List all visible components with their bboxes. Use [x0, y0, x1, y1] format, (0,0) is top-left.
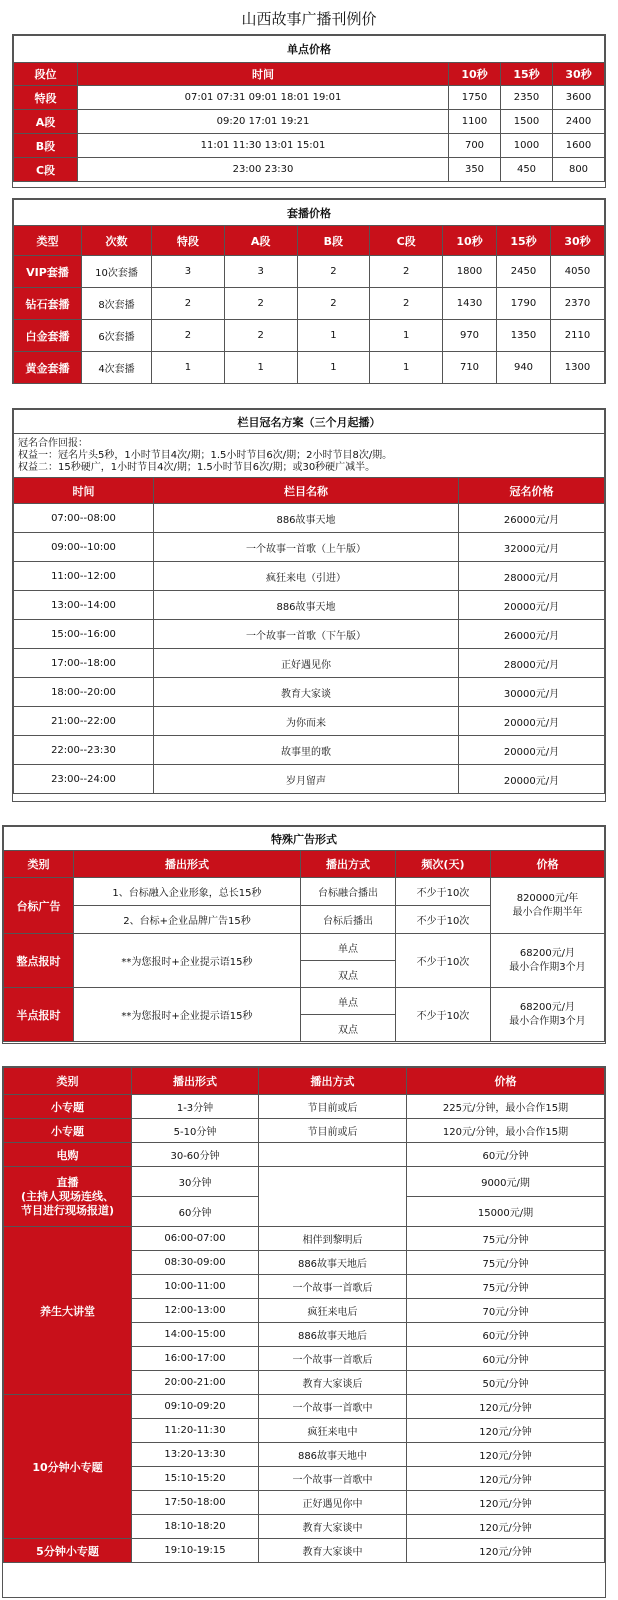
col-header: 10秒	[449, 63, 501, 86]
broadcast-form: 1、台标融入企业形象，总长15秒	[74, 878, 301, 906]
table-row	[14, 320, 605, 352]
price-15s: 1500	[501, 110, 553, 134]
broadcast-method: 886故事天地后	[259, 1323, 407, 1347]
table-row	[14, 86, 605, 110]
price-value: 820000元/年	[516, 892, 579, 904]
note-line: 权益二：15秒硬广，1小时节目4次/期；1.5小时节目6次/期；或30秒硬广减半。	[18, 461, 376, 473]
col-header: 冠名价格	[459, 478, 605, 504]
broadcast-method	[259, 1143, 407, 1167]
count-b: 2	[297, 288, 370, 320]
count-c: 2	[370, 256, 443, 288]
table-row	[14, 649, 605, 678]
tier-label: 特段	[14, 86, 78, 110]
broadcast-form: **为您报时+企业提示语15秒	[74, 934, 301, 988]
broadcast-method: 节目前或后	[259, 1119, 407, 1143]
time-list: 07:01 07:31 09:01 18:01 19:01	[78, 86, 449, 110]
program-name: 正好遇见你	[154, 649, 459, 678]
package-count: 6次套播	[82, 320, 152, 352]
price-15s: 1350	[497, 320, 551, 352]
naming-price: 26000元/月	[459, 504, 605, 533]
table-row	[4, 1395, 605, 1419]
col-header: 15秒	[497, 226, 551, 256]
col-header: 15秒	[501, 63, 553, 86]
table-row	[14, 134, 605, 158]
col-header: 栏目名称	[154, 478, 459, 504]
program-name: 一个故事一首歌（上午版）	[154, 533, 459, 562]
col-header: 段位	[14, 63, 78, 86]
broadcast-method: 正好遇见你中	[259, 1491, 407, 1515]
broadcast-form: **为您报时+企业提示语15秒	[74, 988, 301, 1042]
slot-time: 07:00--08:00	[14, 504, 154, 533]
price-value: 60元/分钟	[407, 1347, 605, 1371]
package-price-table	[13, 199, 605, 384]
table-row	[4, 1095, 605, 1119]
price-value: 120元/分钟	[407, 1467, 605, 1491]
naming-price: 32000元/月	[459, 533, 605, 562]
broadcast-method: 一个故事一首歌中	[259, 1395, 407, 1419]
col-header: C段	[370, 226, 443, 256]
price-value: 120元/分钟，最小合作15期	[407, 1119, 605, 1143]
broadcast-method: 单点	[300, 934, 395, 961]
price-15s: 2450	[497, 256, 551, 288]
price-30s: 2400	[553, 110, 605, 134]
naming-section	[12, 408, 606, 802]
price-note: 最小合作期3个月	[509, 1015, 586, 1027]
program-name: 故事里的歌	[154, 736, 459, 765]
col-header: 类别	[4, 1068, 132, 1095]
slot-time: 08:30-09:00	[132, 1251, 259, 1275]
price-value: 75元/分钟	[407, 1275, 605, 1299]
single-price-section	[12, 34, 606, 188]
slot-time: 18:00--20:00	[14, 678, 154, 707]
category-label: 直播 (主持人现场连线、 节目进行现场报道)	[4, 1167, 132, 1227]
program-name: 886故事天地	[154, 591, 459, 620]
price-10s: 1430	[443, 288, 497, 320]
count-c: 1	[370, 320, 443, 352]
price-value: 120元/分钟	[407, 1491, 605, 1515]
slot-time: 11:20-11:30	[132, 1419, 259, 1443]
slot-time: 14:00-15:00	[132, 1323, 259, 1347]
count-a: 2	[224, 320, 297, 352]
broadcast-method: 886故事天地后	[259, 1251, 407, 1275]
table-row	[14, 678, 605, 707]
count-special: 1	[152, 352, 225, 384]
price-10s: 350	[449, 158, 501, 182]
broadcast-method: 单点	[300, 988, 395, 1015]
tier-label: B段	[14, 134, 78, 158]
count-b: 1	[297, 352, 370, 384]
col-header: 特段	[152, 226, 225, 256]
price-value: 60元/分钟	[407, 1323, 605, 1347]
package-count: 4次套播	[82, 352, 152, 384]
broadcast-method: 教育大家谈后	[259, 1371, 407, 1395]
col-header: 价格	[407, 1068, 605, 1095]
table-row	[14, 562, 605, 591]
broadcast-method: 台标后播出	[300, 906, 395, 934]
broadcast-form: 60分钟	[132, 1197, 259, 1227]
slot-time: 20:00-21:00	[132, 1371, 259, 1395]
table-row	[4, 1167, 605, 1197]
broadcast-form: 30分钟	[132, 1167, 259, 1197]
table-row	[14, 533, 605, 562]
price-value: 120元/分钟	[407, 1443, 605, 1467]
slot-time: 19:10-19:15	[132, 1539, 259, 1563]
price-cell	[490, 988, 604, 1042]
slot-time: 13:20-13:30	[132, 1443, 259, 1467]
category-label: 养生大讲堂	[4, 1227, 132, 1395]
price-note: 最小合作期半年	[512, 906, 583, 918]
price-value: 68200元/月	[519, 947, 576, 959]
package-price-heading: 套播价格	[14, 200, 605, 226]
count-a: 1	[224, 352, 297, 384]
naming-table	[13, 409, 605, 794]
package-price-section	[12, 198, 606, 384]
note-line: 冠名合作回报：	[18, 437, 88, 449]
topic-price-table	[3, 1067, 605, 1563]
col-header: 30秒	[551, 226, 605, 256]
tier-label: C段	[14, 158, 78, 182]
price-value: 75元/分钟	[407, 1251, 605, 1275]
slot-time: 13:00--14:00	[14, 591, 154, 620]
table-row	[14, 110, 605, 134]
table-row	[14, 736, 605, 765]
broadcast-method: 台标融合播出	[300, 878, 395, 906]
col-header: A段	[224, 226, 297, 256]
topic-price-section	[2, 1066, 606, 1598]
naming-price: 20000元/月	[459, 765, 605, 794]
broadcast-method: 疯狂来电中	[259, 1419, 407, 1443]
single-price-table	[13, 35, 605, 182]
time-list: 09:20 17:01 19:21	[78, 110, 449, 134]
broadcast-form: 5-10分钟	[132, 1119, 259, 1143]
naming-price: 20000元/月	[459, 591, 605, 620]
col-header: 时间	[78, 63, 449, 86]
table-row	[4, 1119, 605, 1143]
price-note: 最小合作期3个月	[509, 961, 586, 973]
table-row	[14, 352, 605, 384]
page-title: 山西故事广播刊例价	[241, 10, 377, 28]
price-15s: 450	[501, 158, 553, 182]
price-value: 120元/分钟	[407, 1419, 605, 1443]
frequency: 不少于10次	[395, 878, 490, 906]
price-value: 50元/分钟	[407, 1371, 605, 1395]
col-header: 播出形式	[132, 1068, 259, 1095]
slot-time: 10:00-11:00	[132, 1275, 259, 1299]
slot-time: 18:10-18:20	[132, 1515, 259, 1539]
price-value: 70元/分钟	[407, 1299, 605, 1323]
table-row	[4, 1143, 605, 1167]
naming-price: 20000元/月	[459, 736, 605, 765]
count-c: 1	[370, 352, 443, 384]
naming-price: 28000元/月	[459, 562, 605, 591]
slot-time: 15:10-15:20	[132, 1467, 259, 1491]
price-30s: 1600	[553, 134, 605, 158]
category-label: 台标广告	[4, 878, 74, 934]
category-label: 5分钟小专题	[4, 1539, 132, 1563]
price-10s: 1750	[449, 86, 501, 110]
col-header: 播出方式	[259, 1068, 407, 1095]
slot-time: 23:00--24:00	[14, 765, 154, 794]
count-special: 2	[152, 288, 225, 320]
package-count: 8次套播	[82, 288, 152, 320]
naming-price: 28000元/月	[459, 649, 605, 678]
count-a: 2	[224, 288, 297, 320]
table-row	[14, 256, 605, 288]
broadcast-method: 节目前或后	[259, 1095, 407, 1119]
time-list: 11:01 11:30 13:01 15:01	[78, 134, 449, 158]
naming-price: 20000元/月	[459, 707, 605, 736]
price-30s: 800	[553, 158, 605, 182]
col-header: 频次(天)	[395, 851, 490, 878]
broadcast-method: 双点	[300, 1015, 395, 1042]
frequency: 不少于10次	[395, 906, 490, 934]
broadcast-form: 30-60分钟	[132, 1143, 259, 1167]
col-header: 播出方式	[300, 851, 395, 878]
program-name: 一个故事一首歌（下午版）	[154, 620, 459, 649]
naming-notes	[14, 434, 605, 478]
price-30s: 1300	[551, 352, 605, 384]
broadcast-method: 教育大家谈中	[259, 1515, 407, 1539]
package-type: VIP套播	[14, 256, 82, 288]
package-type: 白金套播	[14, 320, 82, 352]
price-10s: 1100	[449, 110, 501, 134]
table-row	[14, 504, 605, 533]
price-value: 225元/分钟，最小合作15期	[407, 1095, 605, 1119]
col-header: B段	[297, 226, 370, 256]
slot-time: 22:00--23:30	[14, 736, 154, 765]
table-row	[14, 765, 605, 794]
slot-time: 17:50-18:00	[132, 1491, 259, 1515]
price-15s: 1790	[497, 288, 551, 320]
slot-time: 06:00-07:00	[132, 1227, 259, 1251]
frequency: 不少于10次	[395, 988, 490, 1042]
col-header: 时间	[14, 478, 154, 504]
price-value: 120元/分钟	[407, 1539, 605, 1563]
price-15s: 940	[497, 352, 551, 384]
col-header: 10秒	[443, 226, 497, 256]
broadcast-method: 一个故事一首歌后	[259, 1347, 407, 1371]
category-label: 10分钟小专题	[4, 1395, 132, 1539]
price-cell	[490, 934, 604, 988]
program-name: 岁月留声	[154, 765, 459, 794]
package-count: 10次套播	[82, 256, 152, 288]
price-10s: 1800	[443, 256, 497, 288]
broadcast-method: 教育大家谈中	[259, 1539, 407, 1563]
category-label: 小专题	[4, 1095, 132, 1119]
note-line: 权益一：冠名片头5秒，1小时节目4次/期；1.5小时节目6次/期；2小时节目8次/期。	[18, 449, 393, 461]
price-value: 15000元/期	[407, 1197, 605, 1227]
table-row	[4, 988, 605, 1015]
naming-price: 26000元/月	[459, 620, 605, 649]
category-label: 半点报时	[4, 988, 74, 1042]
slot-time: 09:00--10:00	[14, 533, 154, 562]
price-value: 68200元/月	[519, 1001, 576, 1013]
col-header: 类别	[4, 851, 74, 878]
col-header: 播出形式	[74, 851, 301, 878]
table-row	[14, 158, 605, 182]
slot-time: 12:00-13:00	[132, 1299, 259, 1323]
count-special: 3	[152, 256, 225, 288]
table-row	[4, 878, 605, 906]
special-ad-table	[3, 826, 605, 1042]
slot-time: 11:00--12:00	[14, 562, 154, 591]
special-ad-section	[2, 825, 606, 1044]
tier-label: A段	[14, 110, 78, 134]
col-header: 类型	[14, 226, 82, 256]
category-label: 整点报时	[4, 934, 74, 988]
price-30s: 4050	[551, 256, 605, 288]
table-row	[14, 591, 605, 620]
broadcast-method: 相伴到黎明后	[259, 1227, 407, 1251]
broadcast-method: 一个故事一首歌中	[259, 1467, 407, 1491]
slot-time: 21:00--22:00	[14, 707, 154, 736]
table-row	[14, 707, 605, 736]
price-30s: 3600	[553, 86, 605, 110]
price-10s: 970	[443, 320, 497, 352]
table-row	[4, 934, 605, 961]
broadcast-method: 疯狂来电后	[259, 1299, 407, 1323]
col-header: 30秒	[553, 63, 605, 86]
broadcast-method: 886故事天地中	[259, 1443, 407, 1467]
price-cell	[490, 878, 604, 934]
count-special: 2	[152, 320, 225, 352]
price-10s: 710	[443, 352, 497, 384]
price-value: 9000元/期	[407, 1167, 605, 1197]
price-30s: 2110	[551, 320, 605, 352]
table-row	[14, 620, 605, 649]
naming-heading: 栏目冠名方案（三个月起播）	[14, 410, 605, 434]
broadcast-form: 1-3分钟	[132, 1095, 259, 1119]
price-value: 75元/分钟	[407, 1227, 605, 1251]
price-15s: 1000	[501, 134, 553, 158]
price-value: 120元/分钟	[407, 1395, 605, 1419]
package-type: 钻石套播	[14, 288, 82, 320]
table-row	[4, 1227, 605, 1251]
time-list: 23:00 23:30	[78, 158, 449, 182]
count-b: 1	[297, 320, 370, 352]
category-label: 电购	[4, 1143, 132, 1167]
program-name: 为你而来	[154, 707, 459, 736]
naming-price: 30000元/月	[459, 678, 605, 707]
col-header: 次数	[82, 226, 152, 256]
special-ad-heading: 特殊广告形式	[4, 827, 605, 851]
col-header: 价格	[490, 851, 604, 878]
price-30s: 2370	[551, 288, 605, 320]
program-name: 886故事天地	[154, 504, 459, 533]
table-row	[4, 1539, 605, 1563]
broadcast-method	[259, 1167, 407, 1227]
table-row	[14, 288, 605, 320]
slot-time: 16:00-17:00	[132, 1347, 259, 1371]
count-c: 2	[370, 288, 443, 320]
broadcast-form: 2、台标+企业品牌广告15秒	[74, 906, 301, 934]
program-name: 疯狂来电（引进）	[154, 562, 459, 591]
single-price-heading: 单点价格	[14, 36, 605, 63]
broadcast-method: 双点	[300, 961, 395, 988]
price-10s: 700	[449, 134, 501, 158]
frequency: 不少于10次	[395, 934, 490, 988]
count-a: 3	[224, 256, 297, 288]
slot-time: 17:00--18:00	[14, 649, 154, 678]
category-label: 小专题	[4, 1119, 132, 1143]
package-type: 黄金套播	[14, 352, 82, 384]
program-name: 教育大家谈	[154, 678, 459, 707]
price-value: 120元/分钟	[407, 1515, 605, 1539]
broadcast-method: 一个故事一首歌后	[259, 1275, 407, 1299]
price-value: 60元/分钟	[407, 1143, 605, 1167]
slot-time: 15:00--16:00	[14, 620, 154, 649]
slot-time: 09:10-09:20	[132, 1395, 259, 1419]
price-15s: 2350	[501, 86, 553, 110]
count-b: 2	[297, 256, 370, 288]
